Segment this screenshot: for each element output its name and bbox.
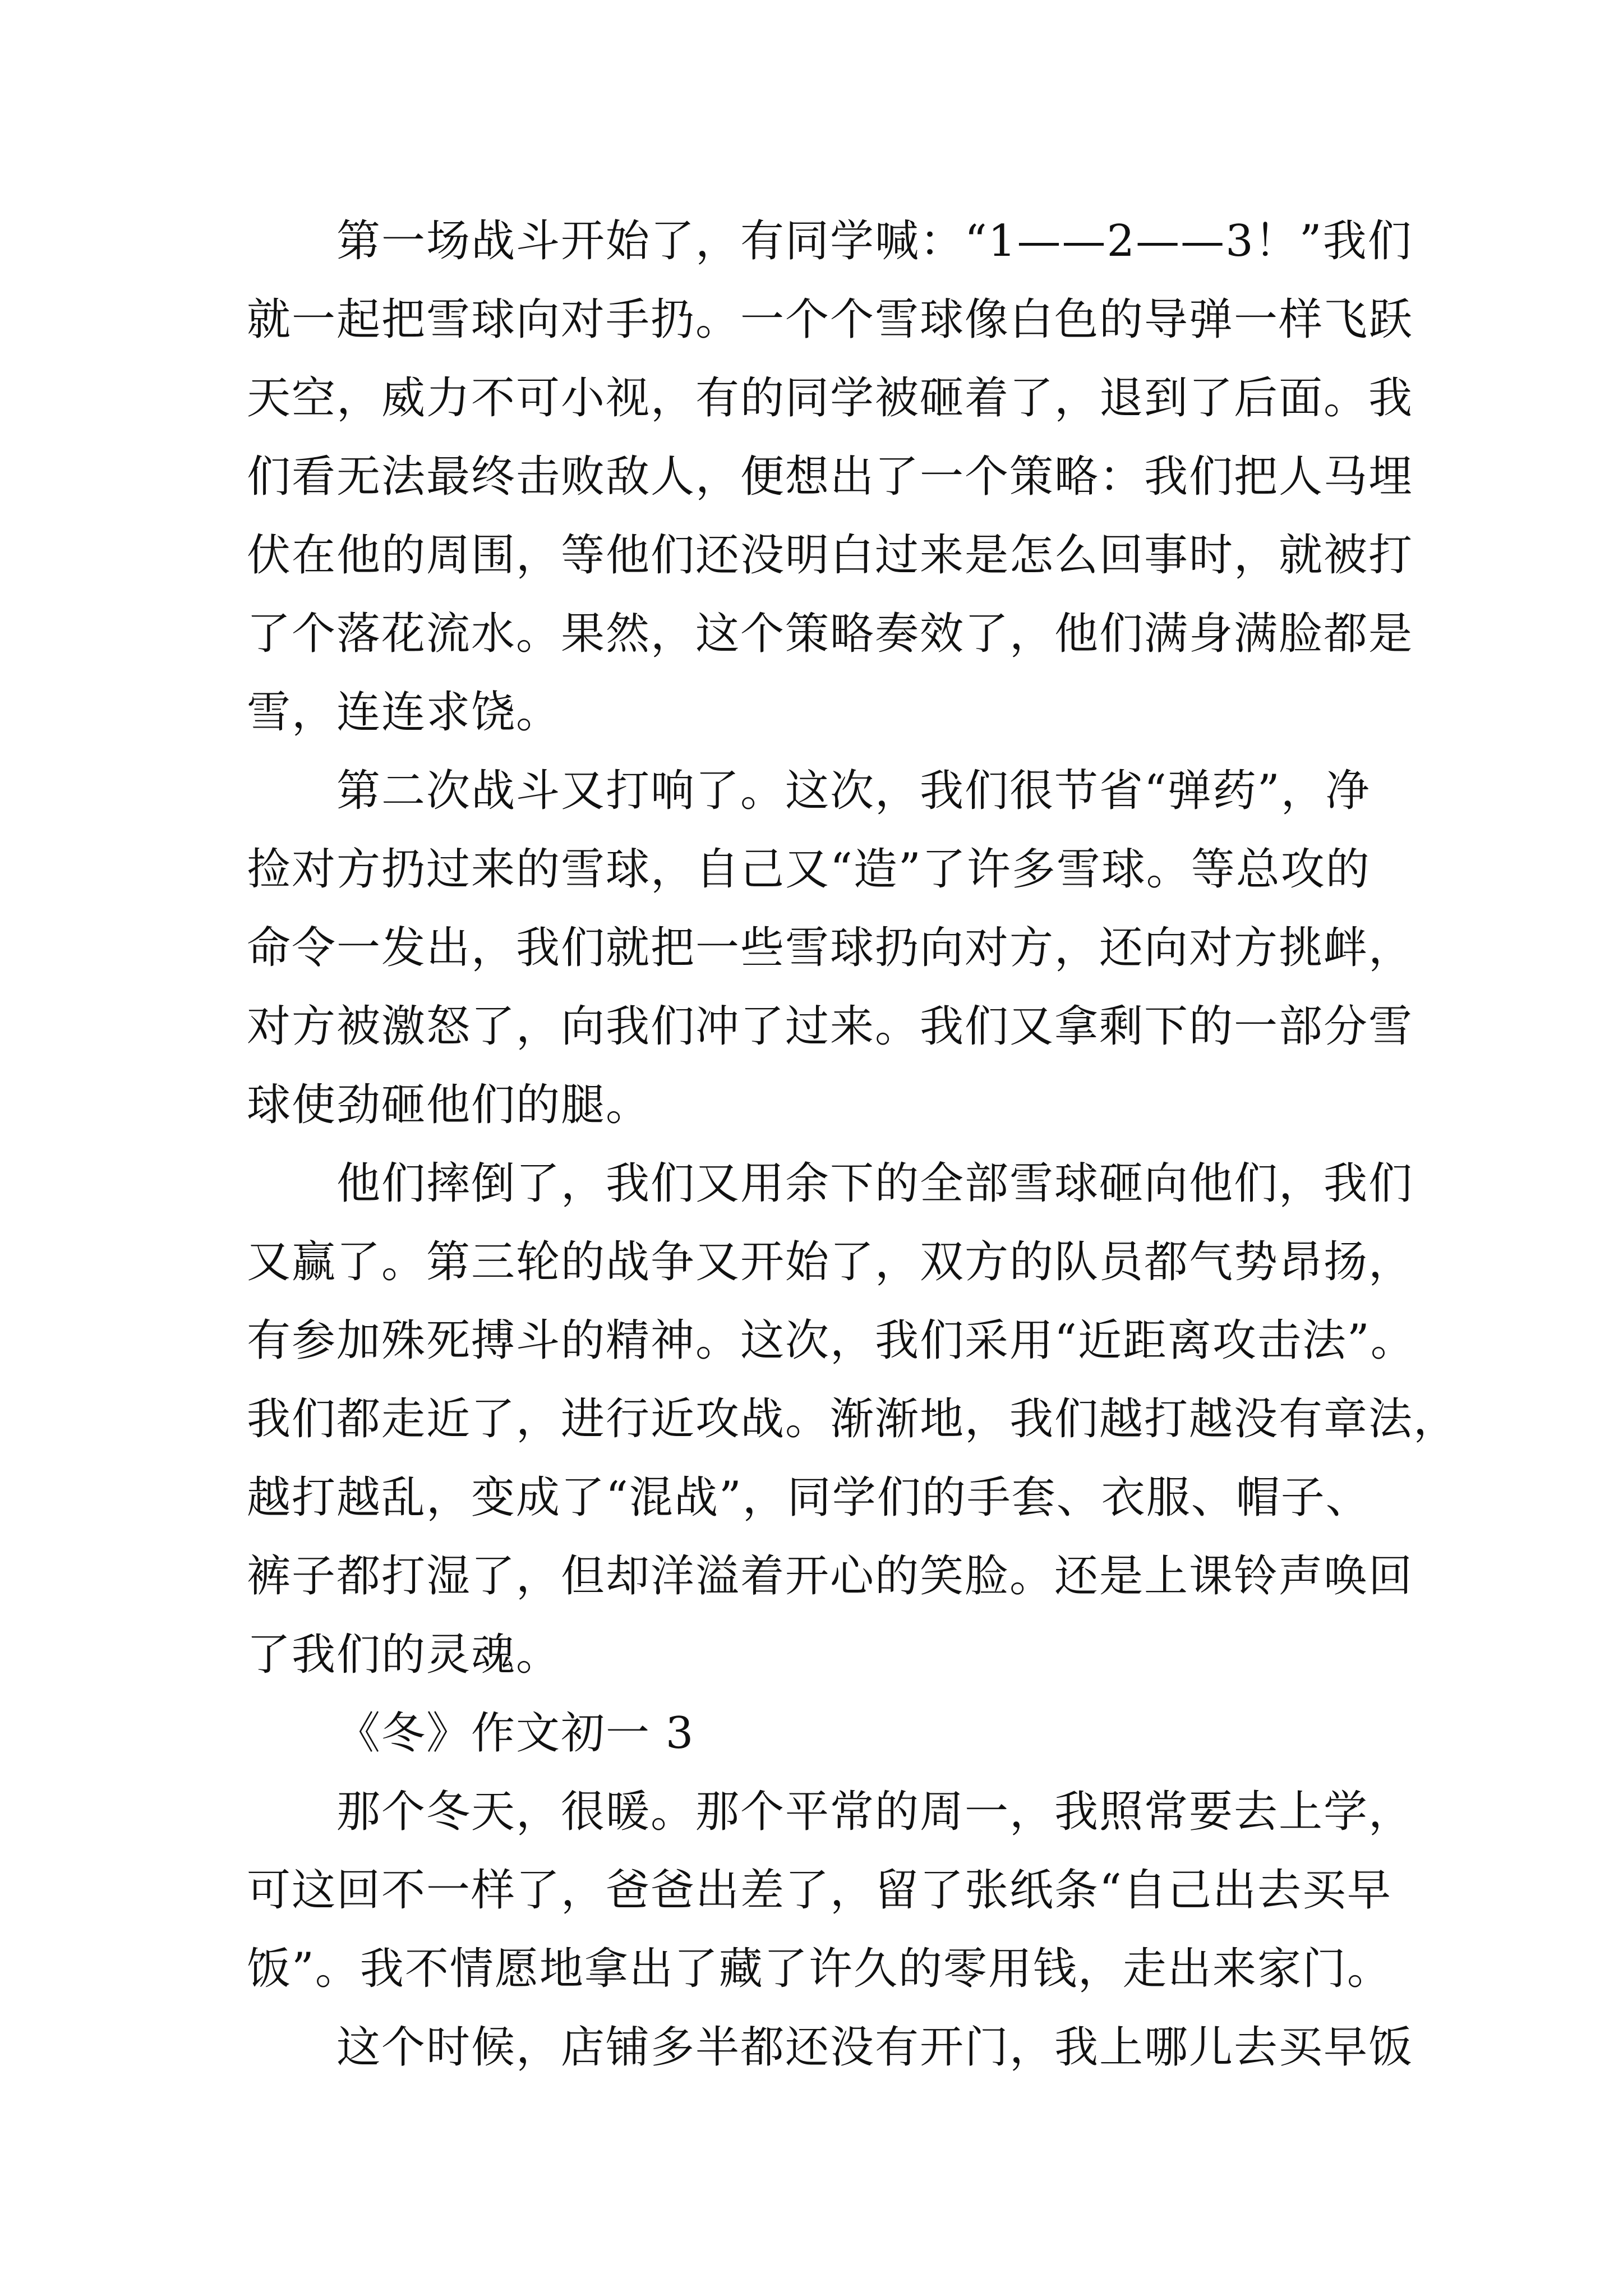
paragraph-3-line-3: 有参加殊死搏斗的精神。这次，我们采用“近距离攻击法”。 xyxy=(247,1315,1415,1366)
paragraph-1-line-1: 第一场战斗开始了，有同学喊：“1——2——3！”我们 xyxy=(336,216,1413,266)
paragraph-1-line-5: 伏在他的周围，等他们还没明白过来是怎么回事时，就被打 xyxy=(247,530,1414,581)
paragraph-3-line-7: 了我们的灵魂。 xyxy=(247,1630,561,1680)
paragraph-2-line-2: 捡对方扔过来的雪球，自己又“造”了许多雪球。等总攻的 xyxy=(247,844,1371,895)
paragraph-1-line-6: 了个落花流水。果然，这个策略奏效了，他们满身满脸都是 xyxy=(247,609,1414,659)
paragraph-5-line-1: 这个时候，店铺多半都还没有开门，我上哪儿去买早饭 xyxy=(336,2022,1414,2073)
paragraph-3-line-2: 又赢了。第三轮的战争又开始了，双方的队员都气势昂扬， xyxy=(247,1237,1414,1287)
paragraph-3-line-4: 我们都走近了，进行近攻战。渐渐地，我们越打越没有章法， xyxy=(247,1394,1459,1444)
paragraph-3-line-1: 他们摔倒了，我们又用余下的全部雪球砸向他们，我们 xyxy=(336,1158,1414,1209)
paragraph-2-line-3: 命令一发出，我们就把一些雪球扔向对方，还向对方挑衅， xyxy=(247,923,1414,973)
paragraph-1-line-3: 天空，威力不可小视，有的同学被砸着了，退到了后面。我 xyxy=(247,373,1414,424)
essay-body xyxy=(247,202,1459,2087)
paragraph-3-line-6: 裤子都打湿了，但却洋溢着开心的笑脸。还是上课铃声唤回 xyxy=(247,1551,1414,1602)
paragraph-2-line-4: 对方被激怒了，向我们冲了过来。我们又拿剩下的一部分雪 xyxy=(247,1001,1414,1052)
paragraph-4-line-1: 那个冬天，很暖。那个平常的周一，我照常要去上学， xyxy=(336,1787,1414,1837)
paragraph-2-line-5: 球使劲砸他们的腿。 xyxy=(247,1080,651,1130)
paragraph-4-line-3: 饭”。我不情愿地拿出了藏了许久的零用钱，走出来家门。 xyxy=(247,1944,1392,1994)
paragraph-2-line-1: 第二次战斗又打响了。这次，我们很节省“弹药”，净 xyxy=(336,766,1371,816)
paragraph-4-line-2: 可这回不一样了，爸爸出差了，留了张纸条“自己出去买早 xyxy=(247,1865,1392,1916)
section-title: 《冬》作文初一 3 xyxy=(336,1708,695,1759)
paragraph-3-line-5: 越打越乱，变成了“混战”，同学们的手套、衣服、帽子、 xyxy=(247,1473,1371,1523)
paragraph-1-line-2: 就一起把雪球向对手扔。一个个雪球像白色的导弹一样飞跃 xyxy=(247,295,1414,345)
paragraph-1-line-7: 雪，连连求饶。 xyxy=(247,687,561,738)
paragraph-1-line-4: 们看无法最终击败敌人，便想出了一个策略：我们把人马埋 xyxy=(247,452,1414,502)
